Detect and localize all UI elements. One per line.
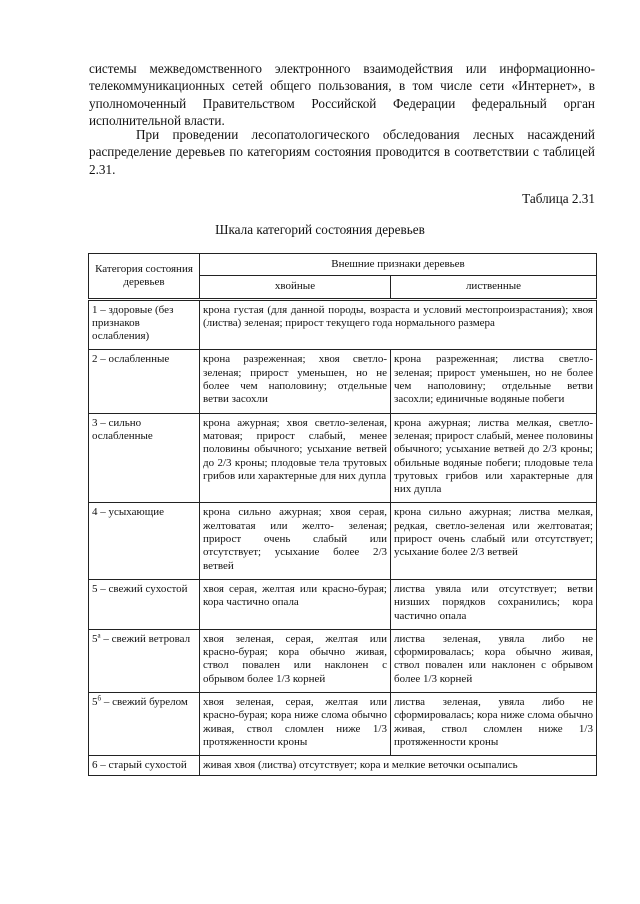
table-row — [89, 629, 597, 692]
table-row — [89, 693, 597, 756]
table-title: Шкала категорий состояния деревьев — [215, 222, 425, 237]
coniferous-cell: хвоя серая, желтая или красно-бурая; кора частично опала — [200, 579, 391, 629]
category-cell: 1 – здоровые (без признаков ослабления) — [89, 299, 200, 350]
deciduous-cell: листва зеленая, увяла либо не сформировалась; кора обычно живая, ствол повален или наклонен с обрывом более 1/3 корней — [391, 629, 597, 692]
category-number: 5 — [92, 696, 98, 709]
category-cell: 2 – ослабленные — [89, 350, 200, 413]
category-cell — [89, 629, 200, 692]
category-superscript: б — [97, 694, 102, 703]
signs-merged-cell: живая хвоя (листва) отсутствует; кора и мелкие веточки осыпались — [200, 756, 597, 775]
coniferous-cell: крона сильно ажурная; хвоя серая, желтоватая или желто- зеленая; прирост очень слабый или отсутствует; усыхание более 2/3 ветвей — [200, 503, 391, 579]
category-number: 5 — [92, 632, 98, 645]
intro-paragraph-1: системы межведомственного электронного взаимодействия или информационно-телекоммуникационных сетей общего пользования, в том числе сети «Интернет», в уполномоченный Правительством Российской Федерации федеральный орган исполнительной власти. — [89, 61, 595, 128]
table-row — [89, 413, 597, 503]
coniferous-cell: крона разреженная; хвоя светло-зеленая; прирост уменьшен, но не более чем наполовину; отдельные ветви засохли — [200, 350, 391, 413]
table-row — [89, 503, 597, 579]
table-number-label: Таблица 2.31 — [522, 191, 595, 206]
deciduous-cell: листва зеленая, увяла либо не сформировалась; кора ниже слома обычно живая, ствол сломлен ниже 1/3 протяженности кроны — [391, 693, 597, 756]
header-coniferous: хвойные — [200, 276, 391, 299]
category-label: – свежий ветровал — [100, 632, 191, 645]
header-external-signs: Внешние признаки деревьев — [200, 254, 597, 276]
coniferous-cell: хвоя зеленая, серая, желтая или красно-бурая; кора ниже слома обычно живая, ствол сломлен ниже 1/3 протяженности кроны — [200, 693, 391, 756]
deciduous-cell: крона разреженная; листва светло-зеленая; прирост уменьшен, но не более чем наполовину; отдельные ветви засохли; единичные водяные побеги — [391, 350, 597, 413]
tree-condition-table — [88, 253, 597, 776]
table-header-row — [89, 254, 597, 276]
category-label: – свежий бурелом — [101, 696, 188, 709]
category-cell: 4 – усыхающие — [89, 503, 200, 579]
category-cell — [89, 693, 200, 756]
header-category: Категория состояния деревьев — [89, 254, 200, 300]
signs-merged-cell: крона густая (для данной породы, возраста и условий местопроизрастания); хвоя (листва) зеленая; прирост текущего года нормального размера — [200, 299, 597, 350]
deciduous-cell: крона сильно ажурная; листва мелкая, редкая, светло-зеленая или желтоватая; прирост очень слабый или отсутствует; усыхание более 2/3 ветвей — [391, 503, 597, 579]
category-superscript: а — [97, 631, 101, 640]
coniferous-cell: крона ажурная; хвоя светло-зеленая, матовая; прирост слабый, менее половины обычного; усыхание ветвей до 2/3 кроны; плодовые тела трутовых грибов или характерные для них дупла — [200, 413, 391, 503]
coniferous-cell: хвоя зеленая, серая, желтая или красно-бурая; кора обычно живая, ствол повален или наклонен с обрывом более 1/3 корней — [200, 629, 391, 692]
header-deciduous: лиственные — [391, 276, 597, 299]
category-cell: 6 – старый сухостой — [89, 756, 200, 775]
deciduous-cell: листва увяла или отсутствует; ветви низших порядков сохранились; кора частично опала — [391, 579, 597, 629]
category-cell: 5 – свежий сухостой — [89, 579, 200, 629]
table-row — [89, 579, 597, 629]
category-cell: 3 – сильно ослабленные — [89, 413, 200, 503]
table-row — [89, 350, 597, 413]
table-row — [89, 756, 597, 775]
intro-paragraph-2: При проведении лесопатологического обследования лесных насаждений распределение деревьев по категориям состояния проводится в соответствии с таблицей 2.31. — [89, 127, 595, 177]
deciduous-cell: крона ажурная; листва мелкая, светло-зеленая; прирост слабый, менее половины обычного; усыхание ветвей до 2/3 кроны; обильные водяные побеги; плодовые тела трутовых грибов или характерные для них дупла — [391, 413, 597, 503]
table-row — [89, 299, 597, 350]
